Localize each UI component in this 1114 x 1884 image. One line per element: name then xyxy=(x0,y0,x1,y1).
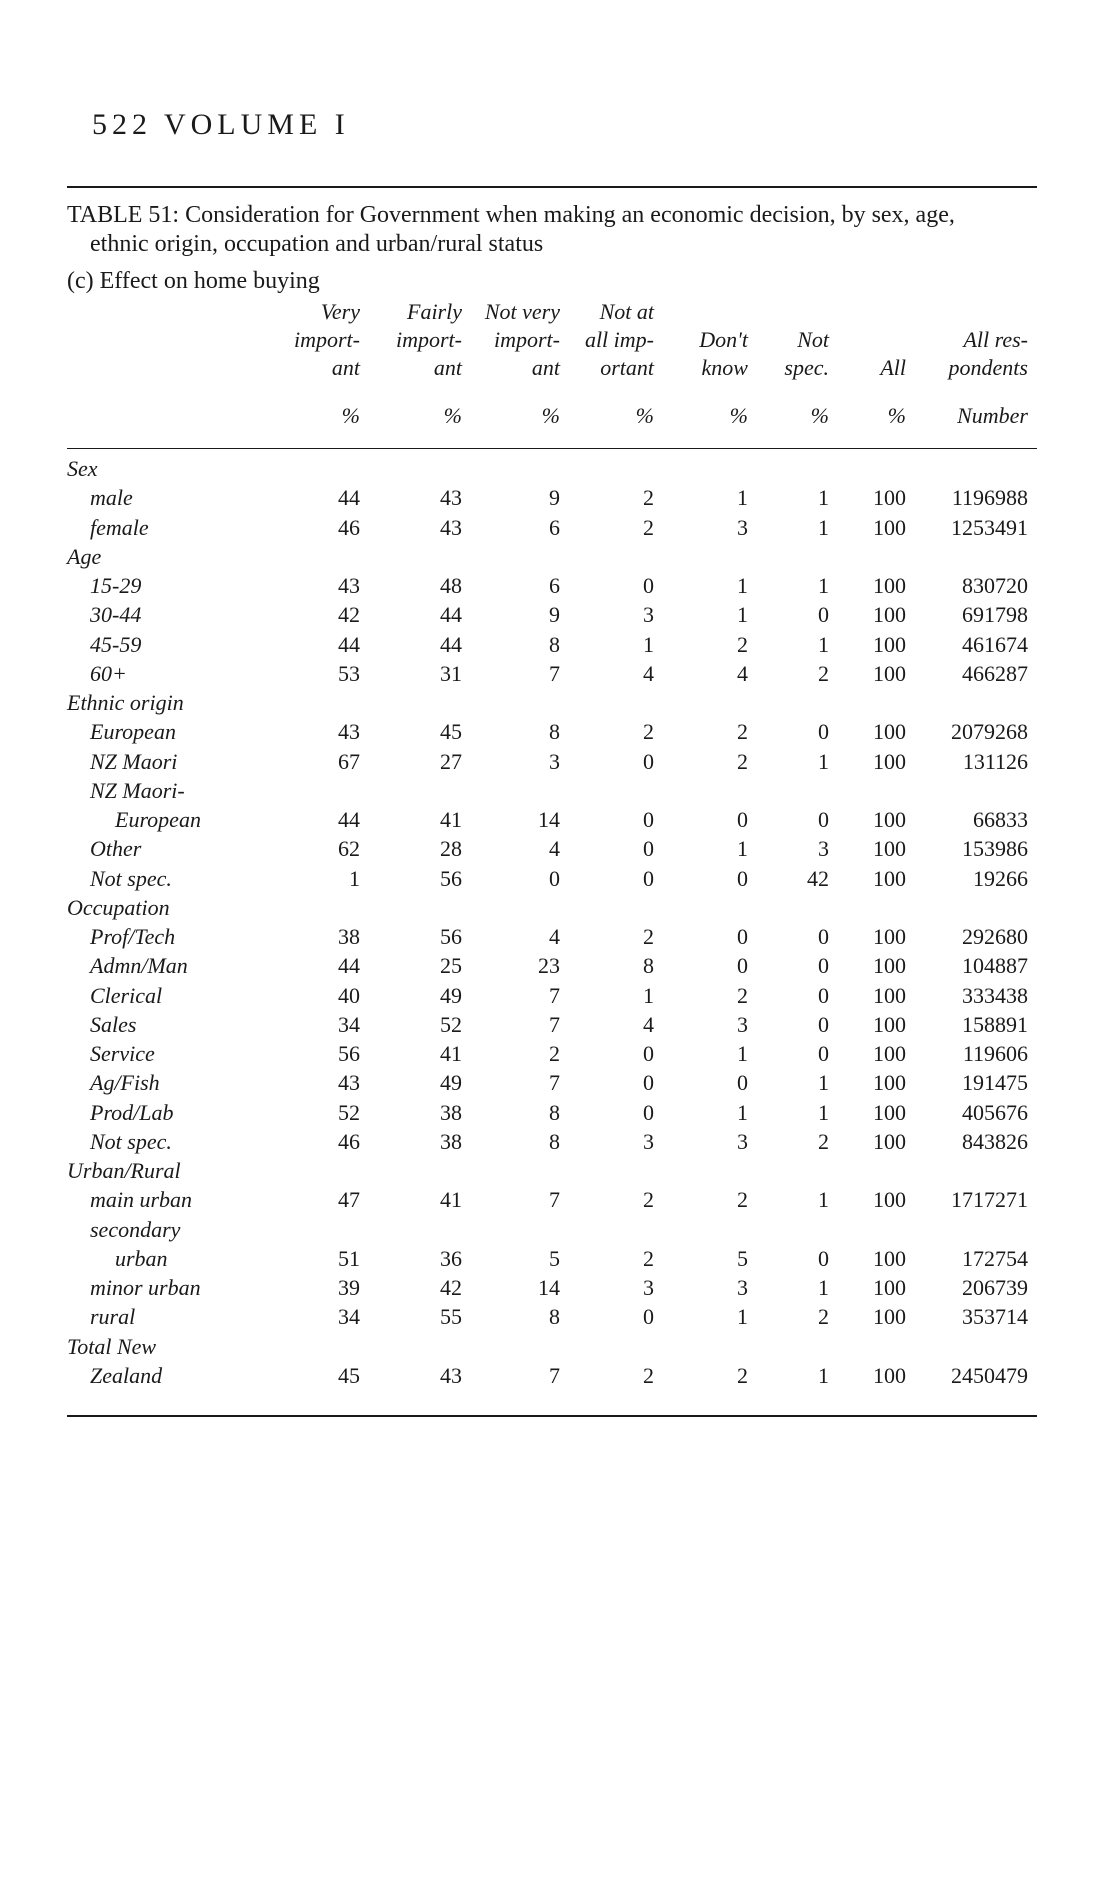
row-label: Urban/Rural xyxy=(67,1158,181,1183)
table-row xyxy=(0,749,1114,778)
table-cell: 830720 xyxy=(962,573,1028,598)
table-cell: 691798 xyxy=(962,602,1028,627)
table-cell: 3 xyxy=(737,1012,748,1037)
table-cell: 7 xyxy=(549,1187,560,1212)
table-cell: 2 xyxy=(643,924,654,949)
table-cell: 4 xyxy=(643,661,654,686)
table-cell: 333438 xyxy=(962,983,1028,1008)
table-bottom-rule xyxy=(67,1415,1037,1417)
row-label: Ethnic origin xyxy=(67,690,184,715)
table-cell: 9 xyxy=(549,485,560,510)
table-cell: 1 xyxy=(737,1304,748,1329)
table-cell: 100 xyxy=(873,866,906,891)
table-cell: 843826 xyxy=(962,1129,1028,1154)
table-cell: 100 xyxy=(873,1304,906,1329)
column-header: Fairly import- ant xyxy=(396,299,462,380)
table-cell: 100 xyxy=(873,1187,906,1212)
table-cell: 34 xyxy=(338,1012,360,1037)
table-cell: 36 xyxy=(440,1246,462,1271)
table-cell: 39 xyxy=(338,1275,360,1300)
table-cell: 43 xyxy=(440,515,462,540)
table-caption xyxy=(67,201,1047,259)
table-cell: 2 xyxy=(643,1246,654,1271)
table-cell: 100 xyxy=(873,573,906,598)
table-cell: 100 xyxy=(873,602,906,627)
table-cell: 44 xyxy=(338,485,360,510)
table-cell: 40 xyxy=(338,983,360,1008)
row-label: Occupation xyxy=(67,895,170,920)
table-cell: 38 xyxy=(338,924,360,949)
row-label: rural xyxy=(90,1304,136,1329)
table-cell: 14 xyxy=(538,807,560,832)
table-cell: 49 xyxy=(440,983,462,1008)
group-heading-row xyxy=(0,544,1114,573)
table-cell: 4 xyxy=(549,924,560,949)
row-label: female xyxy=(90,515,149,540)
table-cell: 8 xyxy=(549,719,560,744)
table-cell: 100 xyxy=(873,515,906,540)
table-cell: 2079268 xyxy=(951,719,1028,744)
table-cell: 2 xyxy=(643,1187,654,1212)
table-cell: 466287 xyxy=(962,661,1028,686)
table-cell: 100 xyxy=(873,749,906,774)
row-label: Sex xyxy=(67,456,98,481)
table-cell: 0 xyxy=(643,807,654,832)
table-cell: 1196988 xyxy=(951,485,1028,510)
group-heading-row xyxy=(0,456,1114,485)
column-unit: % xyxy=(810,403,829,428)
group-heading-row xyxy=(0,1158,1114,1187)
table-cell: 104887 xyxy=(962,953,1028,978)
column-header: Not very import- ant xyxy=(484,299,560,380)
table-cell: 2 xyxy=(643,1363,654,1388)
table-cell: 1 xyxy=(818,1100,829,1125)
table-cell: 43 xyxy=(440,1363,462,1388)
table-cell: 67 xyxy=(338,749,360,774)
table-cell: 2 xyxy=(737,1363,748,1388)
table-cell: 100 xyxy=(873,1012,906,1037)
column-header: Don't know xyxy=(699,327,748,380)
table-cell: 2 xyxy=(818,1304,829,1329)
table-cell: 55 xyxy=(440,1304,462,1329)
row-label: European xyxy=(115,807,201,832)
table-cell: 5 xyxy=(549,1246,560,1271)
row-label: 60+ xyxy=(90,661,127,686)
table-row xyxy=(0,1041,1114,1070)
table-cell: 38 xyxy=(440,1129,462,1154)
table-cell: 42 xyxy=(338,602,360,627)
table-cell: 1 xyxy=(643,632,654,657)
table-row xyxy=(0,1129,1114,1158)
table-cell: 2 xyxy=(737,632,748,657)
table-cell: 1 xyxy=(737,573,748,598)
table-cell: 44 xyxy=(338,632,360,657)
table-cell: 100 xyxy=(873,1129,906,1154)
table-cell: 41 xyxy=(440,807,462,832)
table-cell: 0 xyxy=(643,1070,654,1095)
column-unit: % xyxy=(729,403,748,428)
table-cell: 51 xyxy=(338,1246,360,1271)
table-cell: 6 xyxy=(549,573,560,598)
table-row xyxy=(0,778,1114,807)
row-label: Zealand xyxy=(90,1363,163,1388)
column-header: Not spec. xyxy=(784,327,829,380)
table-cell: 1253491 xyxy=(951,515,1028,540)
table-cell: 8 xyxy=(549,1129,560,1154)
row-label: 45-59 xyxy=(90,632,142,657)
column-unit: % xyxy=(443,403,462,428)
table-cell: 56 xyxy=(440,924,462,949)
table-cell: 100 xyxy=(873,1275,906,1300)
row-label: Service xyxy=(90,1041,155,1066)
table-cell: 1 xyxy=(737,485,748,510)
row-label: minor urban xyxy=(90,1275,201,1300)
table-cell: 0 xyxy=(737,953,748,978)
table-cell: 100 xyxy=(873,1100,906,1125)
table-cell: 49 xyxy=(440,1070,462,1095)
table-row xyxy=(0,836,1114,865)
table-cell: 42 xyxy=(440,1275,462,1300)
table-cell: 1 xyxy=(818,573,829,598)
table-cell: 0 xyxy=(643,1041,654,1066)
table-cell: 2 xyxy=(643,485,654,510)
row-label: Total New xyxy=(67,1334,157,1359)
column-unit: % xyxy=(341,403,360,428)
table-cell: 0 xyxy=(818,602,829,627)
table-cell: 44 xyxy=(440,602,462,627)
table-cell: 43 xyxy=(338,719,360,744)
table-cell: 8 xyxy=(549,1304,560,1329)
table-row xyxy=(0,1012,1114,1041)
table-cell: 1 xyxy=(818,1187,829,1212)
table-cell: 43 xyxy=(440,485,462,510)
table-cell: 14 xyxy=(538,1275,560,1300)
table-row xyxy=(0,1363,1114,1392)
table-row xyxy=(0,1070,1114,1099)
table-cell: 43 xyxy=(338,1070,360,1095)
table-cell: 66833 xyxy=(973,807,1028,832)
row-label: 30-44 xyxy=(90,602,142,627)
group-heading-row xyxy=(0,895,1114,924)
table-cell: 0 xyxy=(818,924,829,949)
row-label: Clerical xyxy=(90,983,163,1008)
table-cell: 0 xyxy=(818,719,829,744)
table-cell: 7 xyxy=(549,983,560,1008)
table-cell: 1 xyxy=(818,515,829,540)
table-cell: 2 xyxy=(737,749,748,774)
column-unit: % xyxy=(887,403,906,428)
table-cell: 3 xyxy=(818,836,829,861)
caption-line-2: ethnic origin, occupation and urban/rural status xyxy=(90,231,544,257)
table-cell: 7 xyxy=(549,1363,560,1388)
table-cell: 3 xyxy=(643,602,654,627)
table-cell: 3 xyxy=(737,515,748,540)
row-label: Other xyxy=(90,836,142,861)
column-header: Not at all imp- ortant xyxy=(584,299,654,380)
table-cell: 0 xyxy=(643,1100,654,1125)
table-cell: 2 xyxy=(549,1041,560,1066)
table-cell: 0 xyxy=(643,836,654,861)
row-label: male xyxy=(90,485,133,510)
column-header: Very import- ant xyxy=(294,299,360,380)
column-header: All res- pondents xyxy=(948,327,1028,380)
table-cell: 1 xyxy=(818,749,829,774)
table-cell: 1 xyxy=(737,602,748,627)
table-cell: 4 xyxy=(737,661,748,686)
row-label: Not spec. xyxy=(90,1129,172,1154)
row-label: NZ Maori xyxy=(90,749,178,774)
table-cell: 47 xyxy=(338,1187,360,1212)
column-unit: % xyxy=(635,403,654,428)
row-label: European xyxy=(90,719,176,744)
table-row xyxy=(0,1100,1114,1129)
table-cell: 43 xyxy=(338,573,360,598)
table-row xyxy=(0,1217,1114,1246)
table-cell: 100 xyxy=(873,485,906,510)
table-cell: 1 xyxy=(818,632,829,657)
table-cell: 100 xyxy=(873,1246,906,1271)
table-cell: 292680 xyxy=(962,924,1028,949)
table-cell: 119606 xyxy=(962,1041,1028,1066)
table-cell: 0 xyxy=(549,866,560,891)
row-label: main urban xyxy=(90,1187,193,1212)
table-cell: 3 xyxy=(643,1275,654,1300)
table-row xyxy=(0,953,1114,982)
table-cell: 158891 xyxy=(962,1012,1028,1037)
table-row xyxy=(0,866,1114,895)
row-label: Admn/Man xyxy=(90,953,188,978)
table-cell: 19266 xyxy=(973,866,1028,891)
table-cell: 28 xyxy=(440,836,462,861)
table-cell: 2 xyxy=(643,515,654,540)
table-cell: 3 xyxy=(737,1275,748,1300)
table-cell: 0 xyxy=(737,1070,748,1095)
table-cell: 0 xyxy=(737,807,748,832)
table-cell: 8 xyxy=(549,632,560,657)
table-row xyxy=(0,602,1114,631)
table-cell: 100 xyxy=(873,807,906,832)
table-cell: 1 xyxy=(818,1363,829,1388)
table-cell: 100 xyxy=(873,924,906,949)
table-cell: 1 xyxy=(349,866,360,891)
table-cell: 38 xyxy=(440,1100,462,1125)
table-cell: 46 xyxy=(338,515,360,540)
table-cell: 8 xyxy=(643,953,654,978)
table-cell: 1717271 xyxy=(951,1187,1028,1212)
table-cell: 9 xyxy=(549,602,560,627)
table-row xyxy=(0,661,1114,690)
table-cell: 41 xyxy=(440,1041,462,1066)
table-cell: 0 xyxy=(643,1304,654,1329)
table-cell: 7 xyxy=(549,1012,560,1037)
table-cell: 2 xyxy=(737,983,748,1008)
table-cell: 1 xyxy=(818,1275,829,1300)
table-row xyxy=(0,1246,1114,1275)
table-cell: 1 xyxy=(643,983,654,1008)
row-label: Ag/Fish xyxy=(90,1070,160,1095)
table-cell: 8 xyxy=(549,1100,560,1125)
table-cell: 3 xyxy=(643,1129,654,1154)
caption-line-1: TABLE 51: Consideration for Government when making an economic decision, by sex, age, xyxy=(67,202,955,228)
table-cell: 0 xyxy=(737,866,748,891)
row-label: Prof/Tech xyxy=(90,924,176,949)
table-cell: 0 xyxy=(818,983,829,1008)
table-cell: 42 xyxy=(807,866,829,891)
table-cell: 7 xyxy=(549,661,560,686)
table-cell: 1 xyxy=(737,836,748,861)
table-cell: 100 xyxy=(873,1363,906,1388)
group-heading-row xyxy=(0,1334,1114,1363)
table-cell: 191475 xyxy=(962,1070,1028,1095)
table-cell: 353714 xyxy=(962,1304,1028,1329)
table-row xyxy=(0,1304,1114,1333)
table-cell: 46 xyxy=(338,1129,360,1154)
table-cell: 3 xyxy=(549,749,560,774)
table-cell: 2450479 xyxy=(951,1363,1028,1388)
table-cell: 52 xyxy=(338,1100,360,1125)
table-cell: 45 xyxy=(440,719,462,744)
table-cell: 41 xyxy=(440,1187,462,1212)
table-row xyxy=(0,1187,1114,1216)
table-cell: 27 xyxy=(440,749,462,774)
row-label: secondary xyxy=(90,1217,181,1242)
table-cell: 44 xyxy=(440,632,462,657)
column-unit: Number xyxy=(957,403,1028,428)
table-cell: 100 xyxy=(873,953,906,978)
table-subcaption: (c) Effect on home buying xyxy=(67,268,320,294)
table-cell: 0 xyxy=(818,1041,829,1066)
table-cell: 56 xyxy=(440,866,462,891)
table-row xyxy=(0,485,1114,514)
table-cell: 1 xyxy=(737,1041,748,1066)
table-cell: 52 xyxy=(440,1012,462,1037)
table-cell: 4 xyxy=(643,1012,654,1037)
table-cell: 100 xyxy=(873,719,906,744)
table-cell: 0 xyxy=(643,866,654,891)
row-label: Sales xyxy=(90,1012,137,1037)
table-cell: 44 xyxy=(338,807,360,832)
row-label: NZ Maori- xyxy=(90,778,185,803)
table-cell: 100 xyxy=(873,632,906,657)
row-label: Age xyxy=(67,544,102,569)
table-cell: 206739 xyxy=(962,1275,1028,1300)
table-row xyxy=(0,983,1114,1012)
table-cell: 100 xyxy=(873,983,906,1008)
table-row xyxy=(0,515,1114,544)
table-cell: 153986 xyxy=(962,836,1028,861)
row-label: Prod/Lab xyxy=(90,1100,174,1125)
table-cell: 0 xyxy=(818,953,829,978)
table-cell: 2 xyxy=(737,719,748,744)
table-cell: 2 xyxy=(818,661,829,686)
table-cell: 0 xyxy=(818,1246,829,1271)
table-cell: 34 xyxy=(338,1304,360,1329)
table-cell: 2 xyxy=(737,1187,748,1212)
table-cell: 1 xyxy=(737,1100,748,1125)
table-row xyxy=(0,719,1114,748)
table-cell: 23 xyxy=(538,953,560,978)
table-cell: 53 xyxy=(338,661,360,686)
table-cell: 3 xyxy=(737,1129,748,1154)
table-cell: 0 xyxy=(737,924,748,949)
header-rule xyxy=(67,448,1037,449)
table-cell: 1 xyxy=(818,1070,829,1095)
group-heading-row xyxy=(0,690,1114,719)
table-cell: 45 xyxy=(338,1363,360,1388)
table-row xyxy=(0,1275,1114,1304)
table-cell: 44 xyxy=(338,953,360,978)
table-cell: 100 xyxy=(873,661,906,686)
table-row xyxy=(0,573,1114,602)
row-label: urban xyxy=(115,1246,168,1271)
table-row xyxy=(0,632,1114,661)
table-cell: 1 xyxy=(818,485,829,510)
table-cell: 0 xyxy=(643,573,654,598)
table-cell: 4 xyxy=(549,836,560,861)
table-cell: 100 xyxy=(873,836,906,861)
table-cell: 31 xyxy=(440,661,462,686)
page-header: 522 VOLUME I xyxy=(92,108,350,141)
table-cell: 7 xyxy=(549,1070,560,1095)
table-cell: 405676 xyxy=(962,1100,1028,1125)
table-cell: 172754 xyxy=(962,1246,1028,1271)
table-cell: 25 xyxy=(440,953,462,978)
table-cell: 2 xyxy=(643,719,654,744)
table-cell: 5 xyxy=(737,1246,748,1271)
table-row xyxy=(0,807,1114,836)
table-cell: 6 xyxy=(549,515,560,540)
column-header: All xyxy=(880,355,906,380)
table-cell: 100 xyxy=(873,1070,906,1095)
table-cell: 48 xyxy=(440,573,462,598)
table-cell: 100 xyxy=(873,1041,906,1066)
table-cell: 0 xyxy=(818,807,829,832)
table-cell: 0 xyxy=(818,1012,829,1037)
table-cell: 2 xyxy=(818,1129,829,1154)
table-row xyxy=(0,924,1114,953)
table-cell: 56 xyxy=(338,1041,360,1066)
table-cell: 461674 xyxy=(962,632,1028,657)
row-label: 15-29 xyxy=(90,573,142,598)
row-label: Not spec. xyxy=(90,866,172,891)
table-top-rule xyxy=(67,186,1037,188)
column-unit: % xyxy=(541,403,560,428)
table-cell: 131126 xyxy=(962,749,1028,774)
table-cell: 0 xyxy=(643,749,654,774)
table-cell: 62 xyxy=(338,836,360,861)
